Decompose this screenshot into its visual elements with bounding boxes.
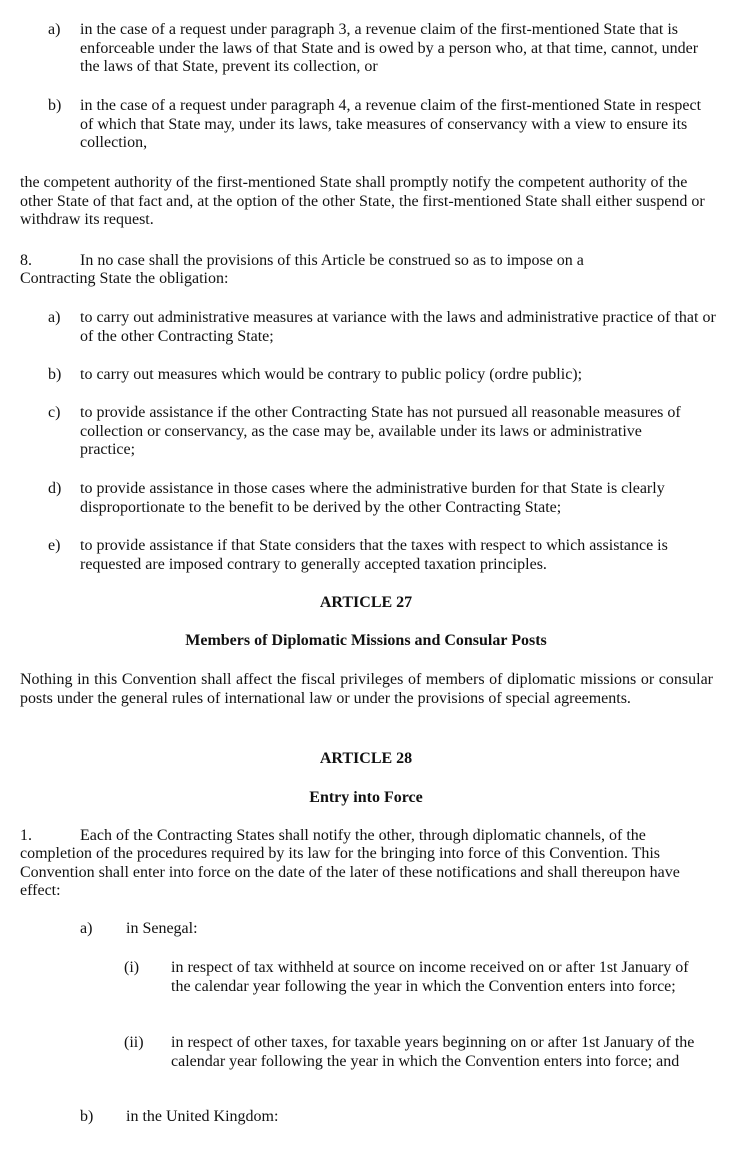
list-item-text: to provide assistance if the other Contracting State has not pursued all reasonable measures of collection or conservancy, as the case may be, available under its laws or administrative practice; bbox=[80, 404, 681, 458]
list-item-label: b) bbox=[48, 366, 62, 383]
list-item-text: to provide assistance in those cases where the administrative burden for that State is clearly disproportionate to the benefit to be derived by the other Contracting State; bbox=[80, 480, 665, 516]
paragraph: the competent authority of the first-mentioned State shall promptly notify the competent authority of the other State of that fact and, at the option of the other State, the first-mentioned State shall either suspend or withdraw its request. bbox=[20, 174, 705, 228]
list-item-text: to carry out measures which would be contrary to public policy (ordre public); bbox=[80, 366, 583, 383]
article-title: Entry into Force bbox=[309, 789, 423, 806]
sub-list-item-text: in respect of tax withheld at source on income received on or after 1st January of the calendar year following the year in which the Convention enters into force; bbox=[171, 959, 689, 995]
sub-list-item-text: in respect of other taxes, for taxable years beginning on or after 1st January of the calendar year following the year in which the Convention enters into force; and bbox=[171, 1034, 695, 1070]
paragraph-number: 1. bbox=[20, 827, 32, 844]
article-heading: ARTICLE 27 bbox=[319, 594, 413, 611]
list-item-text: in Senegal: bbox=[126, 920, 198, 937]
paragraph: Nothing in this Convention shall affect the fiscal privileges of members of diplomatic missions or consular posts under the general rules of international law or under the provisions of special agreements. bbox=[20, 671, 713, 707]
list-item-text: to provide assistance if that State considers that the taxes with respect to which assistance is requested are imposed contrary to generally accepted taxation principles. bbox=[80, 537, 668, 573]
paragraph-continuation: Contracting State the obligation: bbox=[20, 270, 229, 287]
sub-list-item-label: (i) bbox=[124, 959, 140, 976]
sub-list-item-label: (ii) bbox=[124, 1034, 144, 1051]
article-heading: ARTICLE 28 bbox=[319, 750, 413, 767]
list-item-text: in the case of a request under paragraph 3, a revenue claim of the first-mentioned State that is enforceable under the laws of that State and is owed by a person who, at that time, cannot, under the laws of that State, prevent its collection, or bbox=[80, 21, 699, 75]
paragraph-number: 8. bbox=[20, 252, 32, 269]
list-item-label: e) bbox=[48, 537, 61, 554]
article-title: Members of Diplomatic Missions and Consular Posts bbox=[185, 632, 547, 649]
paragraph-first-line: In no case shall the provisions of this Article be construed so as to impose on a bbox=[80, 252, 584, 269]
list-item-label: b) bbox=[48, 97, 62, 114]
list-item-label: a) bbox=[48, 309, 61, 326]
list-item-text: in the case of a request under paragraph 4, a revenue claim of the first-mentioned State in respect of which that State may, under its laws, take measures of conservancy with a view to ensure its collection, bbox=[80, 97, 702, 151]
list-item-text: in the United Kingdom: bbox=[126, 1108, 279, 1125]
list-item-text: to carry out administrative measures at variance with the laws and administrative practice of that or of the other Contracting State; bbox=[80, 309, 716, 345]
list-item-label: b) bbox=[80, 1108, 94, 1125]
paragraph-first-line: Each of the Contracting States shall notify the other, through diplomatic channels, of the bbox=[80, 827, 646, 844]
paragraph-continuation: completion of the procedures required by its law for the bringing into force of this Convention. This Convention shall enter into force on the date of the later of these notifications and shall thereupon have effect: bbox=[20, 845, 680, 899]
list-item-label: d) bbox=[48, 480, 62, 497]
list-item-label: a) bbox=[80, 920, 93, 937]
list-item-label: a) bbox=[48, 21, 61, 38]
list-item-label: c) bbox=[48, 404, 61, 421]
